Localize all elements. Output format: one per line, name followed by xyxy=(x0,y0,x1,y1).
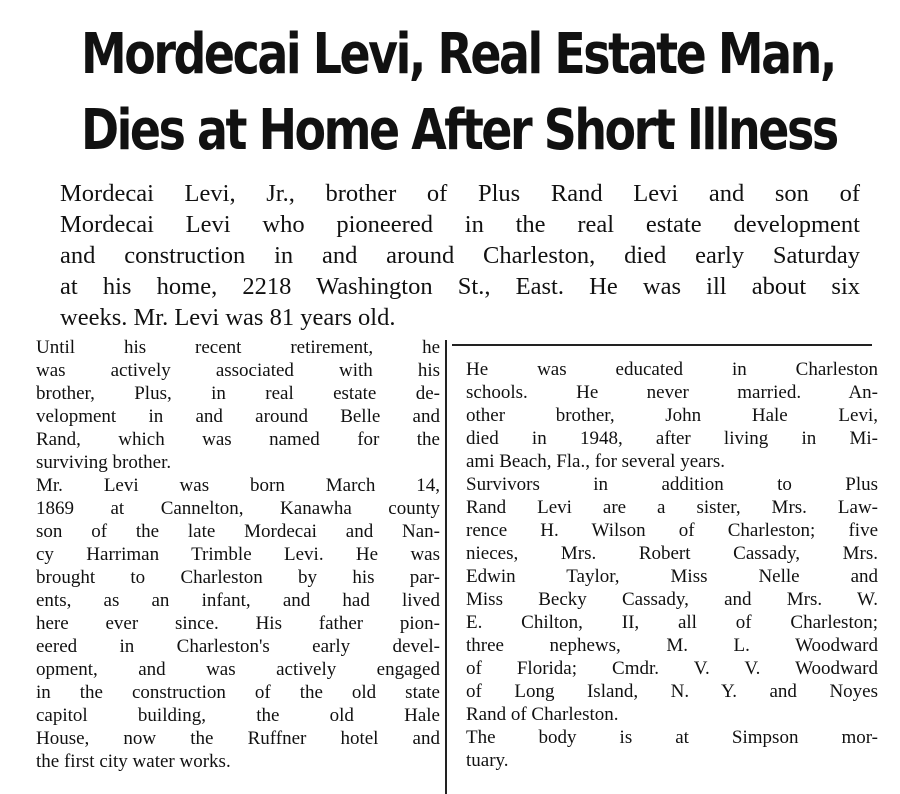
column-divider-vertical xyxy=(445,340,447,794)
text-line: surviving brother. xyxy=(36,452,172,473)
paragraph xyxy=(466,726,878,772)
article-column-right xyxy=(466,358,878,772)
text-line: tuary. xyxy=(466,750,509,771)
text-line: Until his recent retirement, he xyxy=(36,337,440,358)
text-line: brother, Plus, in real estate de- xyxy=(36,383,440,404)
text-line: He was educated in Charleston xyxy=(466,359,878,380)
text-line: ami Beach, Fla., for several years. xyxy=(466,451,726,472)
text-line: schools. He never married. An- xyxy=(466,382,878,403)
lead-line: Mordecai Levi who pioneered in the real estate development xyxy=(60,211,860,238)
lead-line: Mordecai Levi, Jr., brother of Plus Rand Levi and son of xyxy=(60,180,860,207)
text-line: Rand Levi are a sister, Mrs. Law- xyxy=(466,497,878,518)
text-line: nieces, Mrs. Robert Cassady, Mrs. xyxy=(466,543,878,564)
column-divider-horizontal xyxy=(452,344,872,346)
text-line: here ever since. His father pion- xyxy=(36,613,440,634)
text-line: Rand of Charleston. xyxy=(466,704,619,725)
text-line: other brother, John Hale Levi, xyxy=(466,405,878,426)
text-line: velopment in and around Belle and xyxy=(36,406,440,427)
text-line: Miss Becky Cassady, and Mrs. W. xyxy=(466,589,878,610)
text-line: cy Harriman Trimble Levi. He was xyxy=(36,544,440,565)
text-line: Mr. Levi was born March 14, xyxy=(36,475,440,496)
text-line: died in 1948, after living in Mi- xyxy=(466,428,878,449)
text-line: E. Chilton, II, all of Charleston; xyxy=(466,612,878,633)
lead-line: weeks. Mr. Levi was 81 years old. xyxy=(60,304,396,331)
text-line: of Long Island, N. Y. and Noyes xyxy=(466,681,878,702)
article-column-left xyxy=(36,336,440,773)
text-line: brought to Charleston by his par- xyxy=(36,567,440,588)
text-line: Survivors in addition to Plus xyxy=(466,474,878,495)
text-line: Rand, which was named for the xyxy=(36,429,440,450)
text-line: the first city water works. xyxy=(36,751,231,772)
text-line: ents, as an infant, and had lived xyxy=(36,590,440,611)
text-line: rence H. Wilson of Charleston; five xyxy=(466,520,878,541)
text-line: opment, and was actively engaged xyxy=(36,659,440,680)
paragraph xyxy=(36,474,440,773)
text-line: The body is at Simpson mor- xyxy=(466,727,878,748)
lead-line: and construction in and around Charleston, died early Saturday xyxy=(60,242,860,269)
paragraph xyxy=(36,336,440,474)
text-line: eered in Charleston's early devel- xyxy=(36,636,440,657)
text-line: three nephews, M. L. Woodward xyxy=(466,635,878,656)
lead-line: at his home, 2218 Washington St., East. He was ill about six xyxy=(60,273,860,300)
lead-paragraph xyxy=(60,178,860,333)
paragraph xyxy=(466,358,878,473)
headline-line-2: Dies at Home After Short Illness xyxy=(81,98,837,163)
text-line: Edwin Taylor, Miss Nelle and xyxy=(466,566,878,587)
paragraph xyxy=(466,473,878,726)
text-line: was actively associated with his xyxy=(36,360,440,381)
text-line: capitol building, the old Hale xyxy=(36,705,440,726)
headline-line-1: Mordecai Levi, Real Estate Man, xyxy=(81,22,835,87)
text-line: son of the late Mordecai and Nan- xyxy=(36,521,440,542)
text-line: 1869 at Cannelton, Kanawha county xyxy=(36,498,440,519)
text-line: House, now the Ruffner hotel and xyxy=(36,728,440,749)
text-line: in the construction of the old state xyxy=(36,682,440,703)
text-line: of Florida; Cmdr. V. V. Woodward xyxy=(466,658,878,679)
